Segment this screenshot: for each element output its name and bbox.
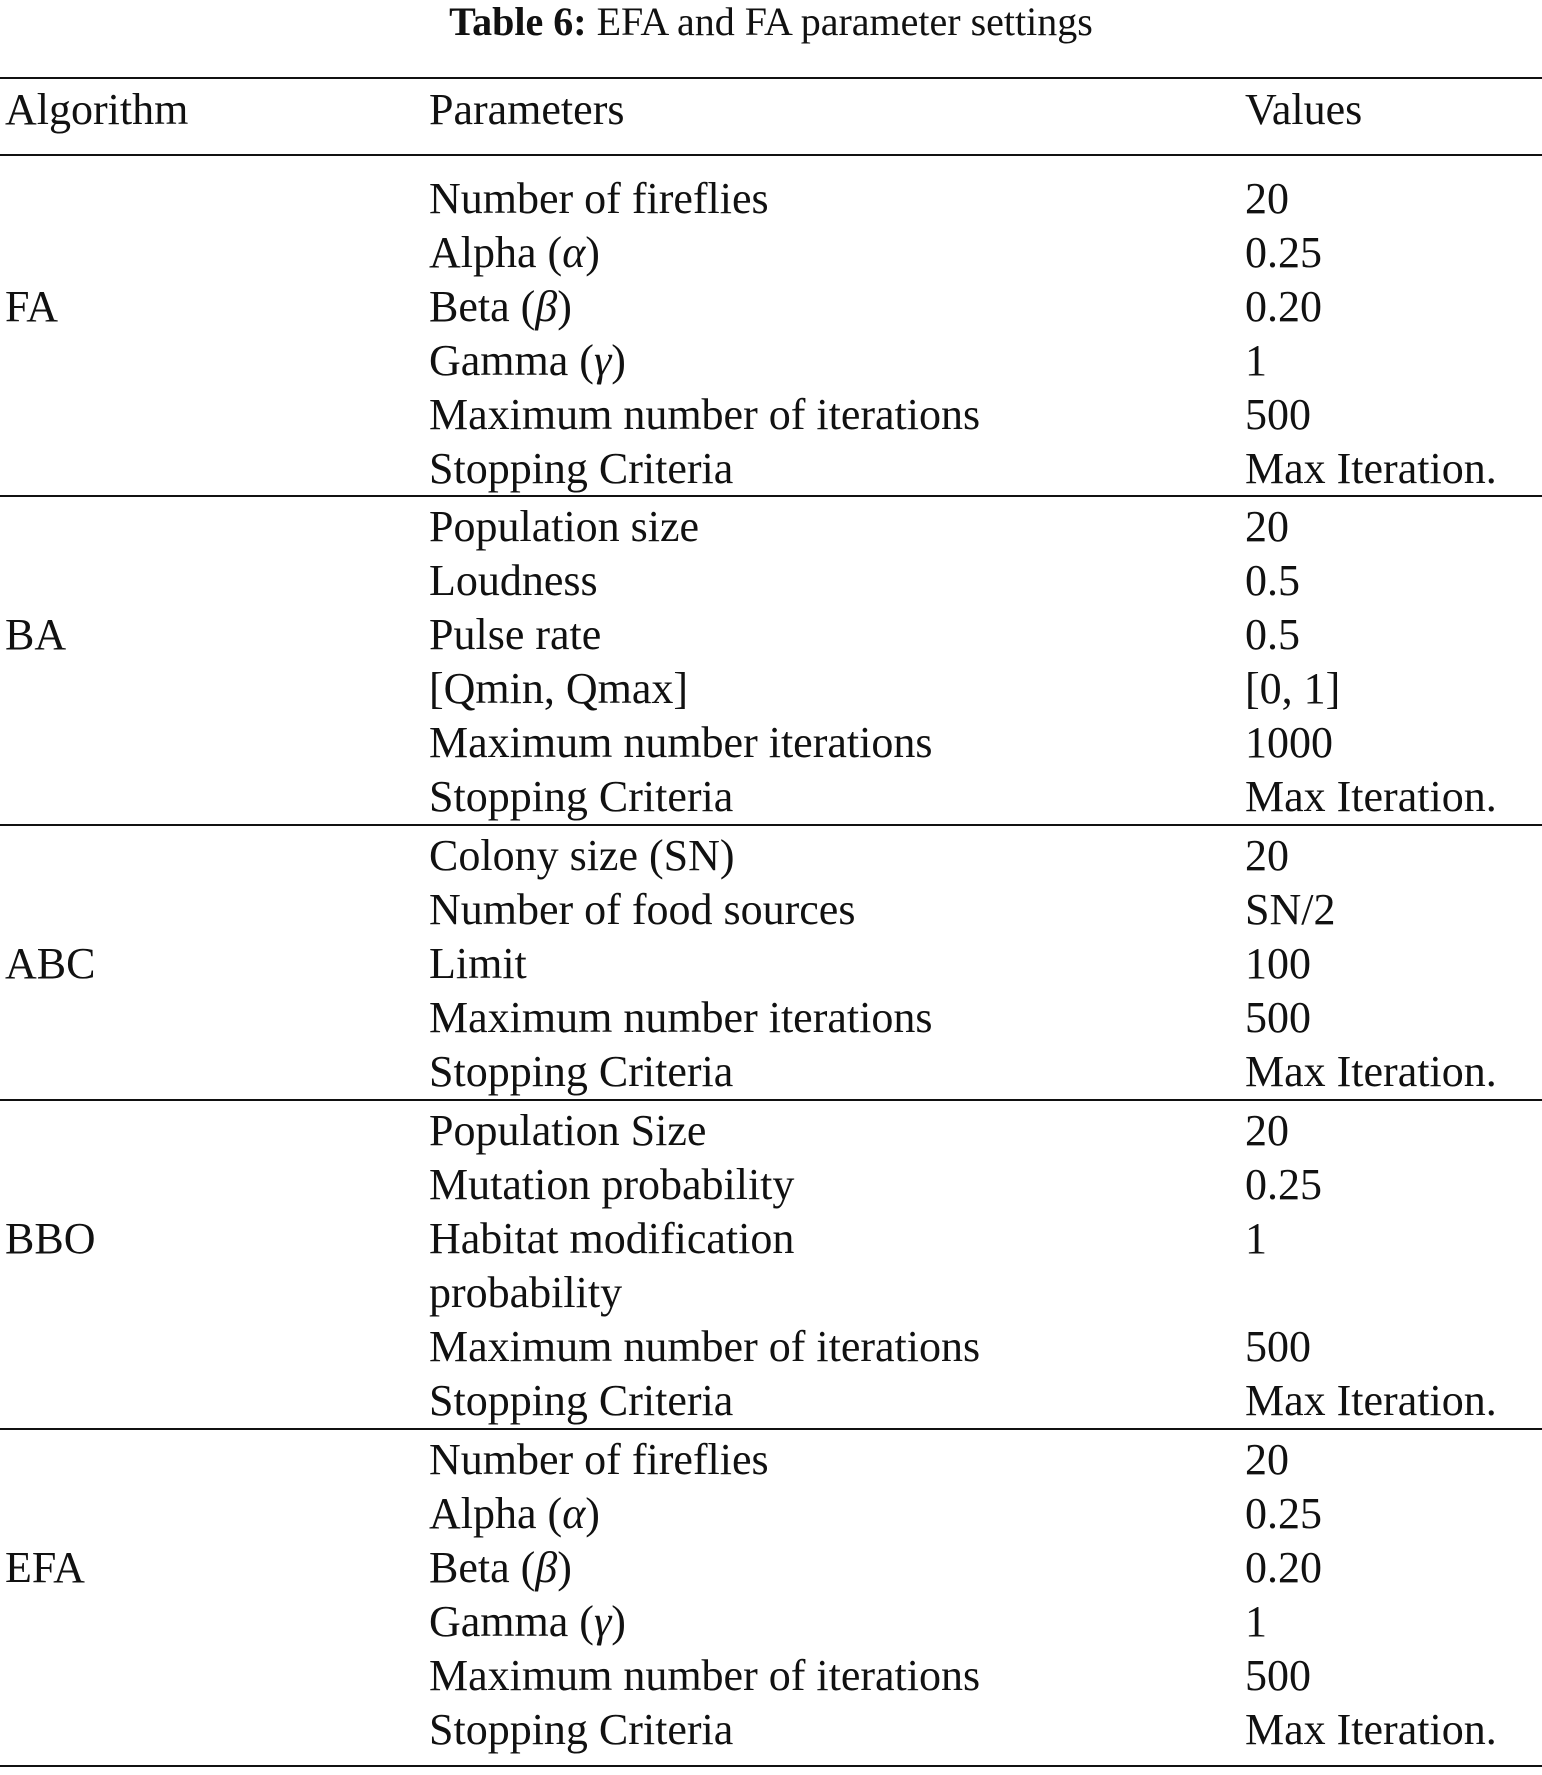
value-cell: 1000	[1245, 718, 1333, 767]
value-cell: SN/2	[1245, 885, 1336, 934]
algorithm-cell: BA	[5, 610, 67, 659]
parameter-cell: [Qmin, Qmax]	[429, 664, 689, 713]
table-caption-title: EFA and FA parameter settings	[596, 0, 1093, 44]
group-divider	[0, 1428, 1542, 1430]
parameter-text: )	[611, 336, 626, 385]
parameter-cell: Number of food sources	[429, 885, 856, 934]
parameter-cell: Stopping Criteria	[429, 772, 734, 821]
value-cell: 0.20	[1245, 282, 1322, 331]
value-cell: 0.20	[1245, 1543, 1322, 1592]
table-row	[0, 442, 1542, 496]
parameter-cell: Loudness	[429, 556, 598, 605]
value-cell: 0.25	[1245, 228, 1322, 277]
parameter-cell: Number of fireflies	[429, 1435, 769, 1484]
table-row	[0, 991, 1542, 1045]
parameter-text: )	[585, 1489, 600, 1538]
value-cell: 20	[1245, 1106, 1289, 1155]
value-cell: Max Iteration.	[1245, 444, 1497, 493]
group-divider	[0, 1099, 1542, 1101]
greek-symbol: β	[535, 282, 558, 331]
parameter-cell: probability	[429, 1268, 623, 1317]
table-row	[0, 334, 1542, 388]
parameter-cell: Stopping Criteria	[429, 444, 734, 493]
greek-symbol: α	[562, 228, 586, 277]
parameter-cell: Population size	[429, 502, 700, 551]
header-algorithm: Algorithm	[5, 85, 189, 134]
parameter-cell: Stopping Criteria	[429, 1047, 734, 1096]
table-row	[0, 662, 1542, 716]
group-divider	[0, 495, 1542, 497]
algorithm-cell: FA	[5, 282, 58, 331]
table-caption-label: Table 6:	[449, 0, 587, 44]
parameter-cell	[429, 1595, 626, 1649]
table-row	[0, 388, 1542, 442]
parameter-text: Beta (	[429, 1543, 536, 1592]
parameter-text: Alpha (	[429, 1489, 563, 1538]
value-cell: 500	[1245, 1322, 1311, 1371]
table-row	[0, 716, 1542, 770]
table-row	[0, 226, 1542, 280]
parameter-cell: Maximum number of iterations	[429, 1651, 981, 1700]
value-cell: 20	[1245, 831, 1289, 880]
table-row	[0, 1487, 1542, 1541]
greek-symbol: α	[562, 1489, 586, 1538]
table-row	[0, 829, 1542, 883]
table-caption	[0, 0, 1542, 60]
parameter-cell: Limit	[429, 939, 527, 988]
table-row	[0, 1104, 1542, 1158]
parameter-cell: Maximum number iterations	[429, 993, 933, 1042]
group-divider	[0, 824, 1542, 826]
parameter-cell	[429, 1541, 572, 1595]
parameter-cell: Mutation probability	[429, 1160, 795, 1209]
table-row	[0, 1320, 1542, 1374]
table-row	[0, 1045, 1542, 1099]
value-cell: 1	[1245, 1597, 1267, 1646]
value-cell: Max Iteration.	[1245, 772, 1497, 821]
parameter-cell	[429, 334, 626, 388]
table-row	[0, 1212, 1542, 1266]
parameter-cell: Maximum number of iterations	[429, 1322, 981, 1371]
value-cell: 1	[1245, 336, 1267, 385]
table-row	[0, 770, 1542, 824]
value-cell: 0.25	[1245, 1160, 1322, 1209]
value-cell: Max Iteration.	[1245, 1705, 1497, 1754]
table-row	[0, 1649, 1542, 1703]
algorithm-cell: EFA	[5, 1543, 85, 1592]
table-row	[0, 1433, 1542, 1487]
parameter-text: Gamma (	[429, 336, 594, 385]
value-cell: 1	[1245, 1214, 1267, 1263]
parameter-cell: Stopping Criteria	[429, 1376, 734, 1425]
value-cell: Max Iteration.	[1245, 1376, 1497, 1425]
parameter-cell: Maximum number of iterations	[429, 390, 981, 439]
parameter-cell: Maximum number iterations	[429, 718, 933, 767]
table-row	[0, 554, 1542, 608]
header-rule	[0, 154, 1542, 156]
value-cell: Max Iteration.	[1245, 1047, 1497, 1096]
value-cell: 100	[1245, 939, 1311, 988]
algorithm-cell: ABC	[5, 939, 96, 988]
value-cell: 20	[1245, 174, 1289, 223]
parameter-text: )	[611, 1597, 626, 1646]
table-row	[0, 883, 1542, 937]
table-row	[0, 1541, 1542, 1595]
greek-symbol: γ	[593, 336, 612, 385]
parameter-cell: Stopping Criteria	[429, 1705, 734, 1754]
parameter-text: )	[585, 228, 600, 277]
parameter-text: Alpha (	[429, 228, 563, 277]
top-rule	[0, 77, 1542, 79]
value-cell: 20	[1245, 502, 1289, 551]
table-row	[0, 500, 1542, 554]
table-row	[0, 1374, 1542, 1428]
header-parameters: Parameters	[429, 85, 625, 134]
table-row	[0, 1158, 1542, 1212]
greek-symbol: γ	[593, 1597, 612, 1646]
value-cell: 500	[1245, 1651, 1311, 1700]
parameter-cell	[429, 280, 572, 334]
value-cell: 0.5	[1245, 610, 1300, 659]
parameter-cell	[429, 226, 600, 280]
value-cell: 20	[1245, 1435, 1289, 1484]
value-cell: 500	[1245, 390, 1311, 439]
parameter-cell: Number of fireflies	[429, 174, 769, 223]
group-divider	[0, 1765, 1542, 1767]
value-cell: 0.25	[1245, 1489, 1322, 1538]
algorithm-cell: BBO	[5, 1214, 96, 1263]
table-row	[0, 280, 1542, 334]
value-cell: [0, 1]	[1245, 664, 1341, 713]
parameter-cell: Habitat modification	[429, 1214, 795, 1263]
table-row	[0, 608, 1542, 662]
parameter-cell: Colony size (SN)	[429, 831, 735, 880]
parameter-text: )	[557, 1543, 572, 1592]
parameter-cell: Population Size	[429, 1106, 707, 1155]
greek-symbol: β	[535, 1543, 558, 1592]
table-row	[0, 172, 1542, 226]
table-row	[0, 937, 1542, 991]
header-values: Values	[1245, 85, 1363, 134]
value-cell: 500	[1245, 993, 1311, 1042]
table-row	[0, 1595, 1542, 1649]
parameter-text: Gamma (	[429, 1597, 594, 1646]
table-row	[0, 1266, 1542, 1320]
parameter-cell	[429, 1487, 600, 1541]
parameter-text: Beta (	[429, 282, 536, 331]
parameter-cell: Pulse rate	[429, 610, 602, 659]
table-row	[0, 1703, 1542, 1757]
parameter-text: )	[557, 282, 572, 331]
value-cell: 0.5	[1245, 556, 1300, 605]
